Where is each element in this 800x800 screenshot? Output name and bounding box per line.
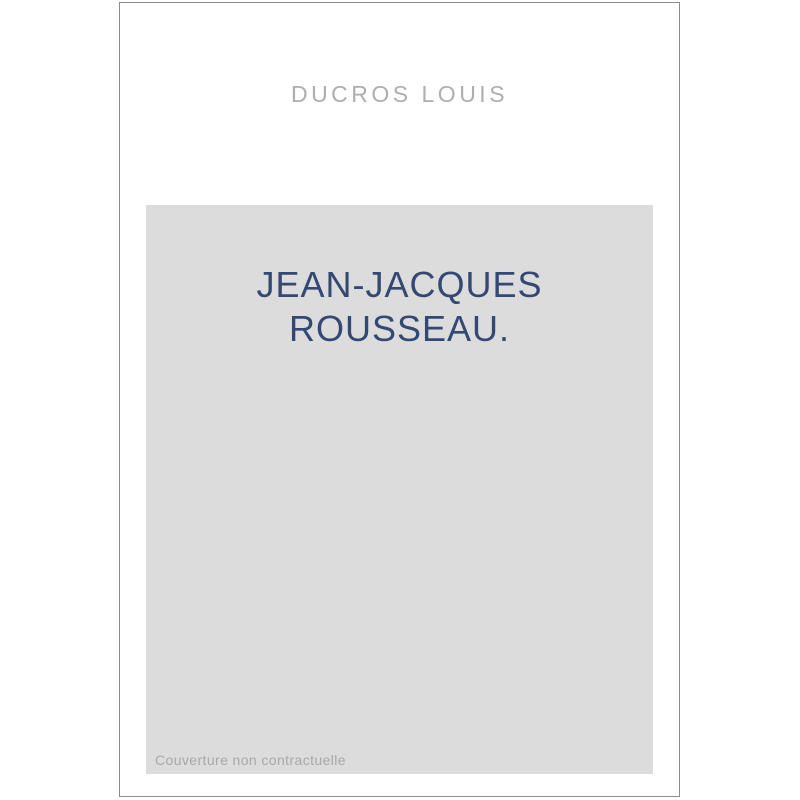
book-title (146, 205, 653, 351)
book-title-line-2: ROUSSEAU. (288, 308, 511, 349)
book-title-line-1: JEAN-JACQUES (256, 264, 543, 305)
book-cover (119, 2, 680, 797)
cover-disclaimer: Couverture non contractuelle (155, 752, 346, 768)
cover-placeholder (146, 205, 653, 774)
author-name: DUCROS LOUIS (290, 81, 509, 107)
